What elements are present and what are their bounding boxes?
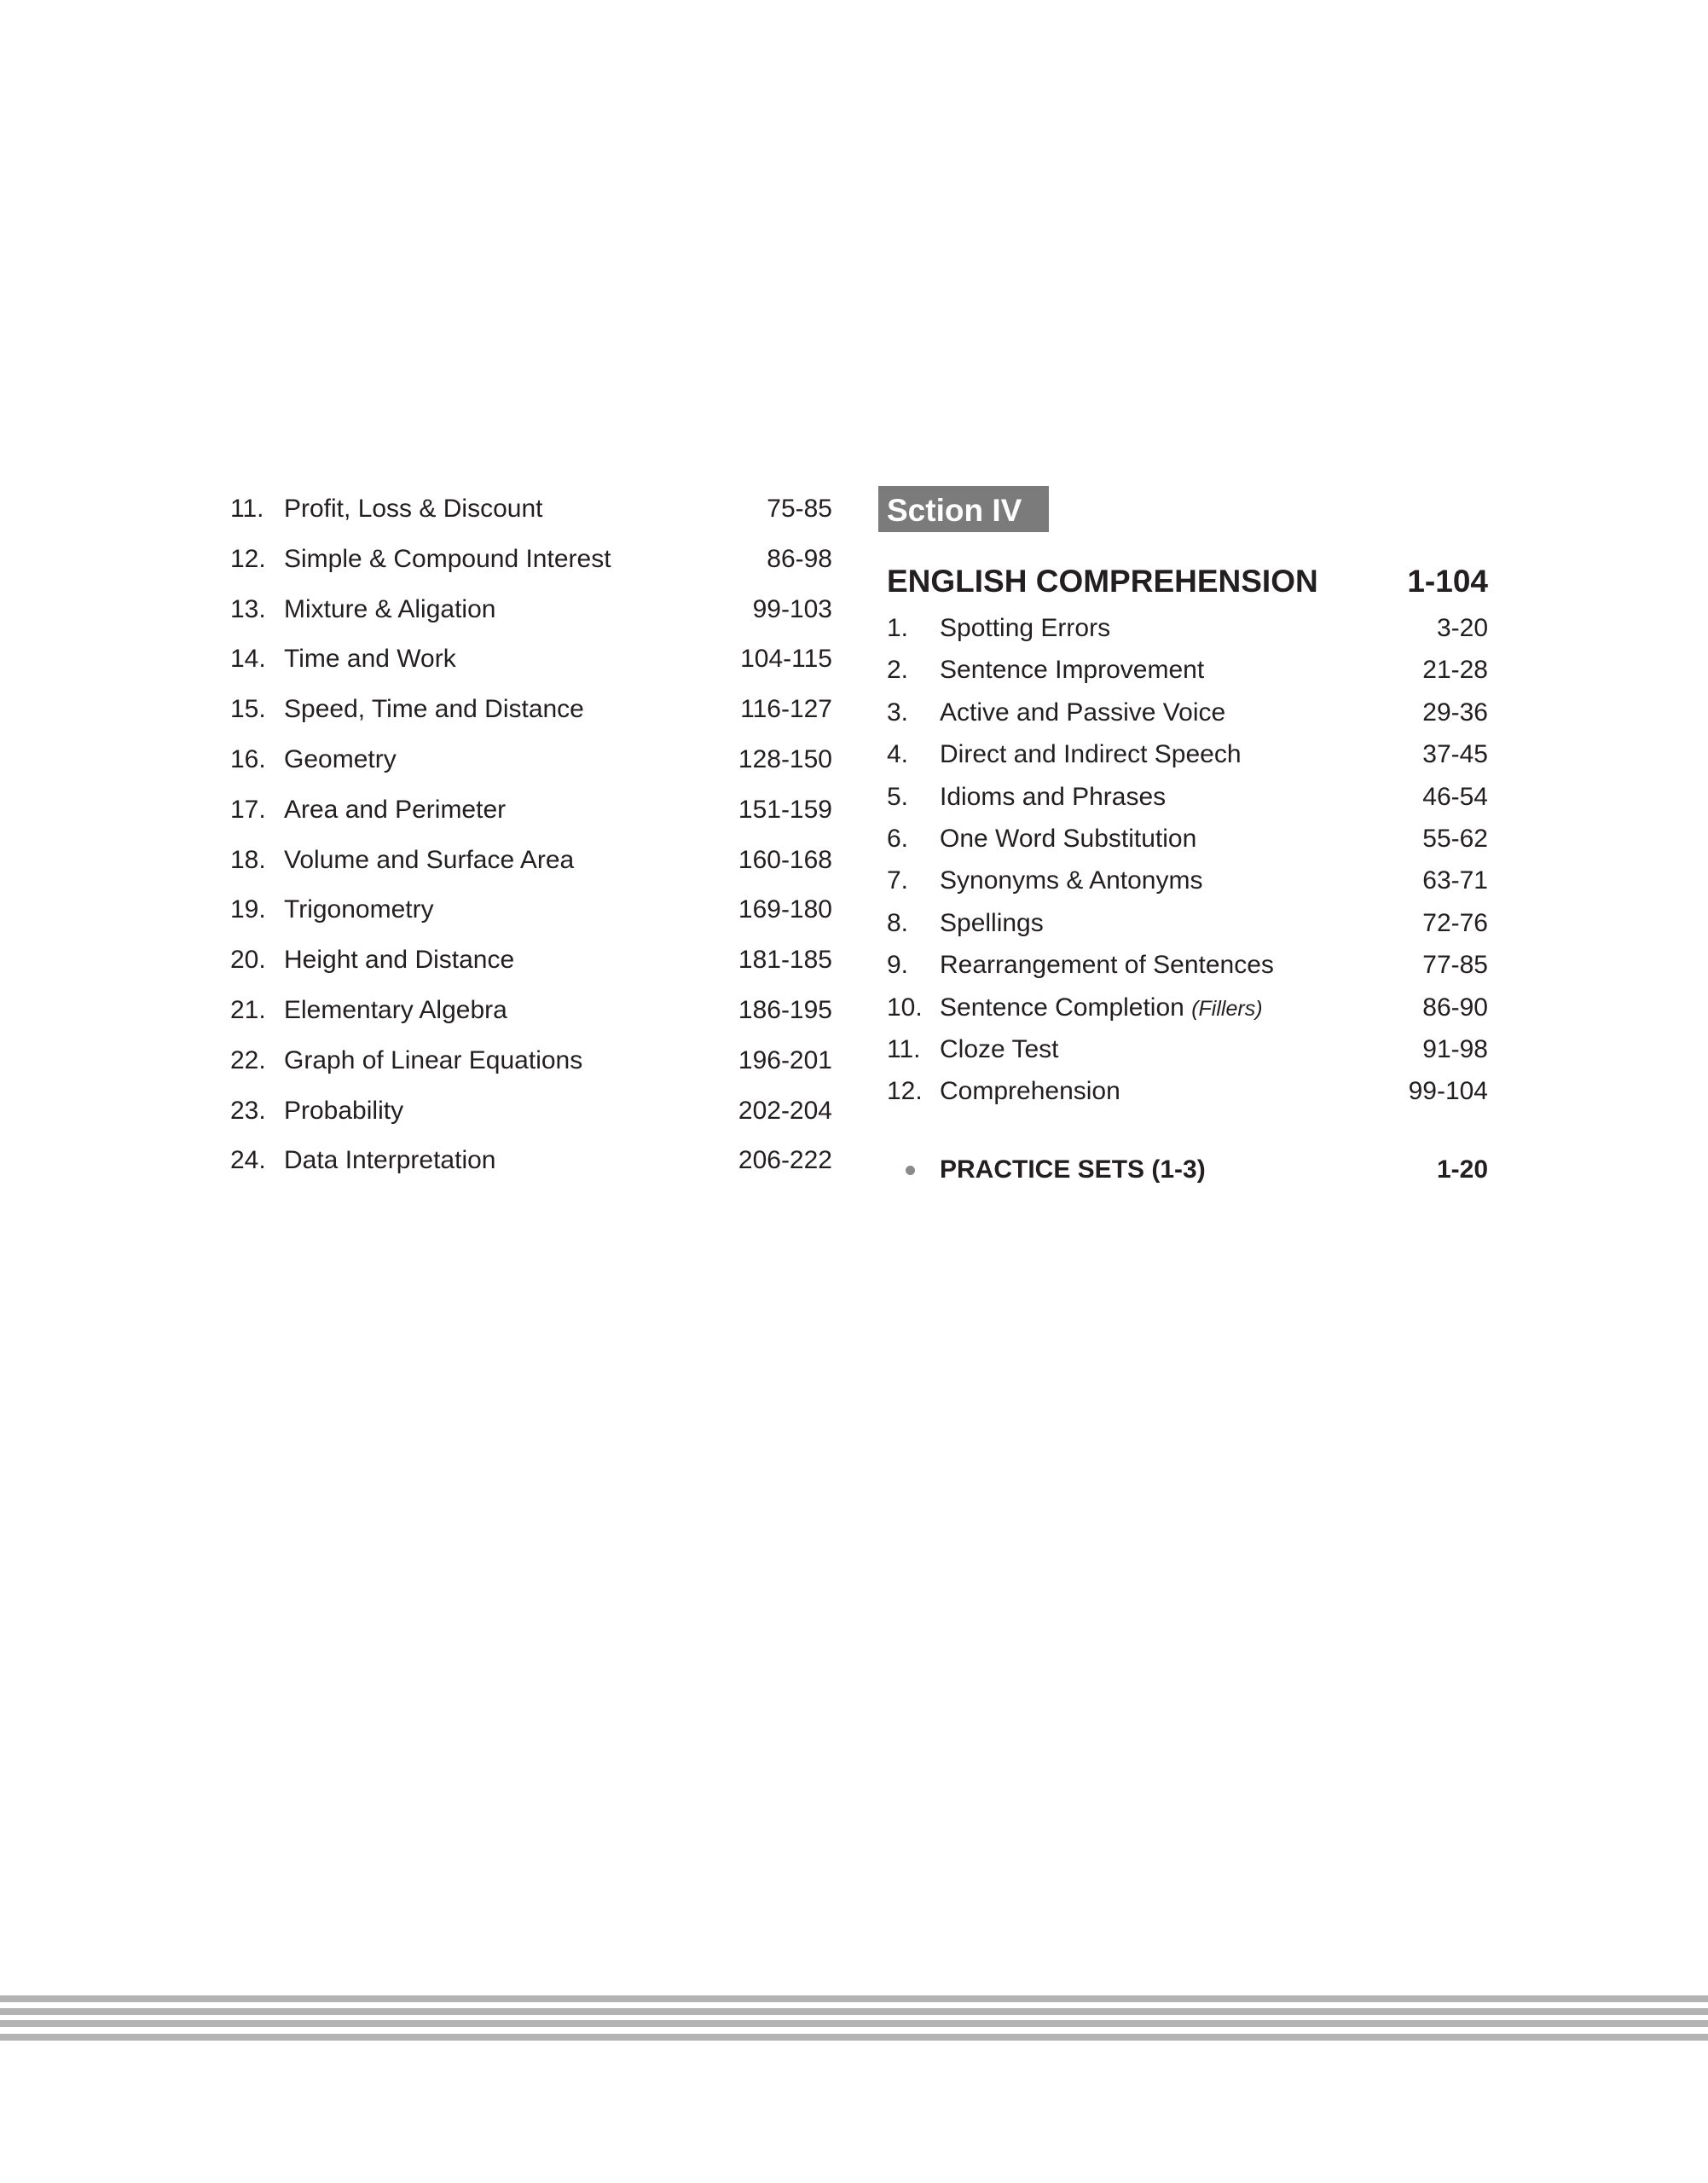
contents-row [230,634,832,685]
contents-row [230,585,832,635]
entry-number: 20. [230,946,266,975]
section-title: ENGLISH COMPREHENSION [887,564,1318,599]
entry-number: 8. [887,908,909,937]
entry-pages: 3-20 [1436,614,1488,642]
entry-title: Volume and Surface Area [284,845,575,874]
entry-title-text: Sentence Completion [940,993,1184,1022]
contents-row [878,944,1488,986]
entry-title [940,944,1274,986]
entry-pages: 186-195 [738,995,832,1024]
entry-pages: 196-201 [738,1045,832,1074]
entry-number: 12. [230,544,266,573]
contents-row [878,692,1488,733]
entry-pages: 104-115 [740,645,832,674]
entry-pages: 202-204 [738,1096,832,1125]
footer-stripes [0,1995,1708,2064]
contents-row [878,818,1488,860]
practice-sets-title: PRACTICE SETS (1-3) [940,1155,1206,1184]
entry-title-text: Synonyms & Antonyms [940,866,1203,895]
entry-pages: 181-185 [738,946,832,975]
entry-pages: 99-104 [1408,1077,1488,1106]
entry-pages: 91-98 [1422,1034,1488,1063]
entry-pages: 151-159 [738,795,832,824]
entry-pages: 63-71 [1422,866,1488,895]
entry-title [940,649,1204,691]
entry-title-text: Spotting Errors [940,614,1111,642]
entry-title-text: Idioms and Phrases [940,782,1167,811]
entry-pages: 21-28 [1422,656,1488,685]
entry-number: 13. [230,594,266,623]
entry-pages: 72-76 [1422,908,1488,937]
practice-sets-pages: 1-20 [1436,1155,1488,1184]
entry-title [940,860,1202,901]
entry-pages: 75-85 [767,495,832,523]
entry-title [940,776,1166,818]
entry-number: 7. [887,866,909,895]
contents-row [878,649,1488,691]
entry-title: Simple & Compound Interest [284,544,611,573]
entry-number: 17. [230,795,266,824]
entry-number: 19. [230,895,266,924]
entry-title [940,607,1110,649]
contents-row [230,1086,832,1137]
entry-pages: 46-54 [1422,782,1488,811]
contents-row [878,776,1488,818]
footer-stripe [0,2034,1708,2041]
practice-sets-row [878,1149,1488,1191]
contents-row [230,484,832,535]
entry-pages: 37-45 [1422,740,1488,769]
entry-title: Geometry [284,744,397,773]
entry-title: Time and Work [284,645,456,674]
footer-stripe [0,2020,1708,2027]
entry-title-text: Sentence Improvement [940,656,1205,685]
entry-title: Trigonometry [284,895,434,924]
entry-number: 24. [230,1146,266,1175]
entry-number: 23. [230,1096,266,1125]
section-contents-list [878,607,1488,1113]
entry-title-text: Rearrangement of Sentences [940,951,1274,980]
entry-title [940,733,1242,775]
contents-row [878,860,1488,901]
entry-number: 12. [887,1077,923,1106]
entry-title: Mixture & Aligation [284,594,496,623]
contents-row [878,607,1488,649]
footer-stripe [0,2008,1708,2015]
entry-pages: 29-36 [1422,698,1488,727]
entry-number: 3. [887,698,909,727]
entry-number: 4. [887,740,909,769]
entry-title-text: Comprehension [940,1077,1120,1106]
entry-title [940,1028,1059,1070]
entry-number: 11. [887,1034,921,1063]
contents-row [878,733,1488,775]
entry-number: 22. [230,1045,266,1074]
entry-title [940,818,1196,860]
section-badge: Sction IV [878,486,1049,532]
entry-title: Probability [284,1096,404,1125]
entry-title: Elementary Algebra [284,995,507,1024]
entry-pages: 99-103 [752,594,832,623]
contents-row [878,987,1488,1028]
right-contents-column [878,486,1488,1191]
entry-title: Data Interpretation [284,1146,496,1175]
entry-title-text: Cloze Test [940,1034,1059,1063]
bullet-icon [906,1166,915,1175]
contents-row [230,685,832,735]
entry-number: 6. [887,824,909,853]
entry-title: Area and Perimeter [284,795,507,824]
footer-stripe [0,1995,1708,2002]
entry-pages: 55-62 [1422,824,1488,853]
section-pages: 1-104 [1407,564,1488,599]
contents-row [230,1036,832,1086]
entry-pages: 86-90 [1422,993,1488,1022]
entry-pages: 160-168 [738,845,832,874]
entry-pages: 206-222 [738,1146,832,1175]
entry-number: 16. [230,744,266,773]
entry-pages: 116-127 [740,695,832,724]
entry-title [940,692,1225,733]
entry-number: 11. [230,495,264,523]
entry-title: Graph of Linear Equations [284,1045,583,1074]
entry-title: Speed, Time and Distance [284,695,584,724]
entry-number: 5. [887,782,909,811]
entry-pages: 86-98 [767,544,832,573]
section-heading [878,556,1488,607]
entry-title [940,902,1044,944]
entry-title: Height and Distance [284,946,515,975]
entry-number: 2. [887,656,909,685]
contents-row [230,885,832,935]
contents-row [230,836,832,886]
contents-row [230,1136,832,1186]
entry-pages: 77-85 [1422,951,1488,980]
left-contents-list [230,484,832,1186]
entry-note: (Fillers) [1191,996,1263,1021]
entry-number: 1. [887,614,909,642]
contents-row [230,535,832,585]
entry-number: 18. [230,845,266,874]
contents-row [230,935,832,986]
entry-title-text: Spellings [940,908,1044,937]
left-contents-column [230,484,832,1186]
entry-title-text: Active and Passive Voice [940,698,1226,727]
entry-number: 10. [887,993,923,1022]
contents-row [230,735,832,785]
entry-number: 9. [887,951,909,980]
entry-pages: 169-180 [738,895,832,924]
contents-row [878,1070,1488,1112]
contents-row [230,785,832,836]
entry-title [940,987,1263,1030]
entry-number: 21. [230,995,266,1024]
contents-row [230,986,832,1036]
contents-row [878,902,1488,944]
contents-row [878,1028,1488,1070]
entry-number: 14. [230,645,266,674]
entry-title: Profit, Loss & Discount [284,495,543,523]
entry-pages: 128-150 [738,744,832,773]
entry-title-text: One Word Substitution [940,824,1197,853]
entry-number: 15. [230,695,266,724]
entry-title [940,1070,1120,1112]
entry-title-text: Direct and Indirect Speech [940,740,1242,769]
